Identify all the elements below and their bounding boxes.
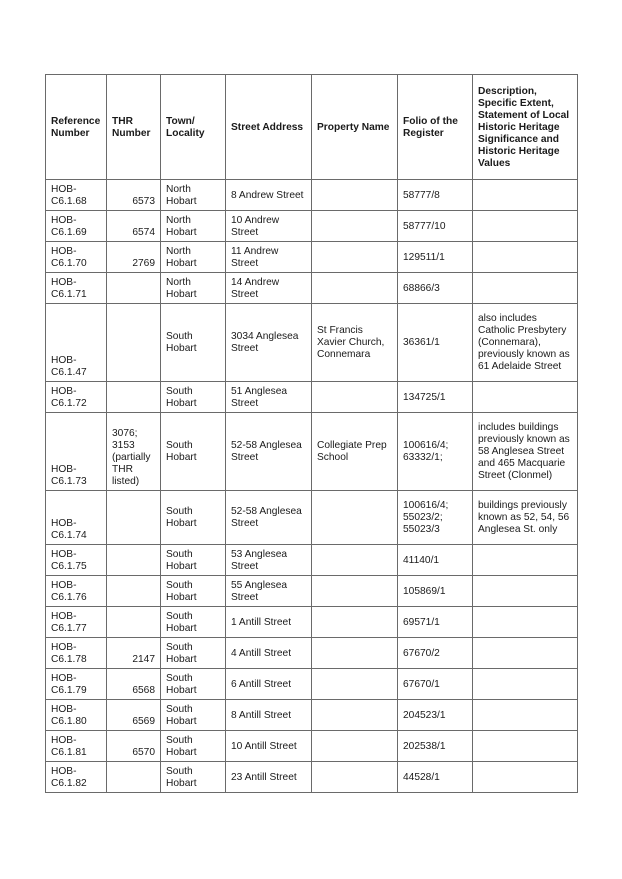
reference-number-cell: HOB-C6.1.69 <box>46 211 107 242</box>
thr-number-cell: 6573 <box>107 180 161 211</box>
town-locality-cell: North Hobart <box>161 273 226 304</box>
header-row <box>46 75 578 180</box>
town-locality-cell: South Hobart <box>161 669 226 700</box>
thr-number-cell <box>107 491 161 545</box>
property-name-cell: Collegiate Prep School <box>312 413 398 491</box>
description-cell <box>473 273 578 304</box>
description-cell <box>473 211 578 242</box>
street-address-cell: 11 Andrew Street <box>226 242 312 273</box>
reference-number-cell: HOB-C6.1.81 <box>46 731 107 762</box>
reference-number-cell: HOB-C6.1.77 <box>46 607 107 638</box>
property-name-cell <box>312 211 398 242</box>
property-name-cell <box>312 576 398 607</box>
description-cell <box>473 731 578 762</box>
folio-cell: 41140/1 <box>398 545 473 576</box>
property-name-cell <box>312 180 398 211</box>
property-name-cell <box>312 731 398 762</box>
description-cell: buildings previously known as 52, 54, 56 Anglesea St. only <box>473 491 578 545</box>
description-cell <box>473 700 578 731</box>
reference-number-cell: HOB-C6.1.80 <box>46 700 107 731</box>
header-reference-number: Reference Number <box>46 75 107 180</box>
thr-number-cell <box>107 273 161 304</box>
folio-cell: 69571/1 <box>398 607 473 638</box>
property-name-cell <box>312 273 398 304</box>
description-cell: also includes Catholic Presbytery (Connemara), previously known as 61 Adelaide Street <box>473 304 578 382</box>
property-name-cell <box>312 700 398 731</box>
folio-cell: 202538/1 <box>398 731 473 762</box>
description-cell: includes buildings previously known as 58 Anglesea Street and 465 Macquarie Street (Clonmel) <box>473 413 578 491</box>
property-name-cell <box>312 545 398 576</box>
register-body <box>46 180 578 793</box>
street-address-cell: 8 Antill Street <box>226 700 312 731</box>
folio-cell: 36361/1 <box>398 304 473 382</box>
town-locality-cell: South Hobart <box>161 491 226 545</box>
description-cell <box>473 180 578 211</box>
property-name-cell <box>312 382 398 413</box>
thr-number-cell: 3076; 3153 (partially THR listed) <box>107 413 161 491</box>
thr-number-cell <box>107 382 161 413</box>
thr-number-cell <box>107 576 161 607</box>
table-row <box>46 242 578 273</box>
folio-cell: 129511/1 <box>398 242 473 273</box>
thr-number-cell <box>107 762 161 793</box>
description-cell <box>473 382 578 413</box>
street-address-cell: 10 Antill Street <box>226 731 312 762</box>
header-property-name: Property Name <box>312 75 398 180</box>
thr-number-cell: 2769 <box>107 242 161 273</box>
table-row <box>46 382 578 413</box>
header-folio: Folio of the Register <box>398 75 473 180</box>
description-cell <box>473 762 578 793</box>
reference-number-cell: HOB-C6.1.71 <box>46 273 107 304</box>
table-row <box>46 273 578 304</box>
street-address-cell: 51 Anglesea Street <box>226 382 312 413</box>
property-name-cell: St Francis Xavier Church, Connemara <box>312 304 398 382</box>
table-row <box>46 669 578 700</box>
street-address-cell: 10 Andrew Street <box>226 211 312 242</box>
folio-cell: 58777/10 <box>398 211 473 242</box>
table-row <box>46 731 578 762</box>
reference-number-cell: HOB-C6.1.73 <box>46 413 107 491</box>
header-street-address: Street Address <box>226 75 312 180</box>
town-locality-cell: North Hobart <box>161 242 226 273</box>
description-cell <box>473 545 578 576</box>
street-address-cell: 52-58 Anglesea Street <box>226 413 312 491</box>
table-row <box>46 700 578 731</box>
folio-cell: 105869/1 <box>398 576 473 607</box>
table-row <box>46 211 578 242</box>
thr-number-cell <box>107 607 161 638</box>
street-address-cell: 8 Andrew Street <box>226 180 312 211</box>
reference-number-cell: HOB-C6.1.68 <box>46 180 107 211</box>
property-name-cell <box>312 638 398 669</box>
property-name-cell <box>312 607 398 638</box>
reference-number-cell: HOB-C6.1.79 <box>46 669 107 700</box>
table-row <box>46 304 578 382</box>
header-description: Description, Specific Extent, Statement of Local Historic Heritage Significance and Historic Heritage Values <box>473 75 578 180</box>
table-row <box>46 638 578 669</box>
reference-number-cell: HOB-C6.1.82 <box>46 762 107 793</box>
reference-number-cell: HOB-C6.1.78 <box>46 638 107 669</box>
folio-cell: 67670/1 <box>398 669 473 700</box>
street-address-cell: 53 Anglesea Street <box>226 545 312 576</box>
table-row <box>46 545 578 576</box>
description-cell <box>473 669 578 700</box>
town-locality-cell: South Hobart <box>161 762 226 793</box>
town-locality-cell: North Hobart <box>161 180 226 211</box>
table-row <box>46 607 578 638</box>
street-address-cell: 23 Antill Street <box>226 762 312 793</box>
street-address-cell: 55 Anglesea Street <box>226 576 312 607</box>
thr-number-cell: 6568 <box>107 669 161 700</box>
property-name-cell <box>312 762 398 793</box>
town-locality-cell: South Hobart <box>161 304 226 382</box>
folio-cell: 100616/4; 63332/1; <box>398 413 473 491</box>
street-address-cell: 14 Andrew Street <box>226 273 312 304</box>
property-name-cell <box>312 669 398 700</box>
thr-number-cell <box>107 304 161 382</box>
folio-cell: 58777/8 <box>398 180 473 211</box>
street-address-cell: 6 Antill Street <box>226 669 312 700</box>
town-locality-cell: South Hobart <box>161 545 226 576</box>
thr-number-cell: 6570 <box>107 731 161 762</box>
thr-number-cell: 6569 <box>107 700 161 731</box>
reference-number-cell: HOB-C6.1.47 <box>46 304 107 382</box>
description-cell <box>473 638 578 669</box>
description-cell <box>473 242 578 273</box>
heritage-register-table <box>45 74 578 793</box>
folio-cell: 68866/3 <box>398 273 473 304</box>
reference-number-cell: HOB-C6.1.72 <box>46 382 107 413</box>
town-locality-cell: North Hobart <box>161 211 226 242</box>
thr-number-cell <box>107 545 161 576</box>
folio-cell: 44528/1 <box>398 762 473 793</box>
town-locality-cell: South Hobart <box>161 700 226 731</box>
description-cell <box>473 607 578 638</box>
description-cell <box>473 576 578 607</box>
property-name-cell <box>312 491 398 545</box>
thr-number-cell: 2147 <box>107 638 161 669</box>
street-address-cell: 3034 Anglesea Street <box>226 304 312 382</box>
town-locality-cell: South Hobart <box>161 413 226 491</box>
folio-cell: 100616/4; 55023/2; 55023/3 <box>398 491 473 545</box>
town-locality-cell: South Hobart <box>161 576 226 607</box>
town-locality-cell: South Hobart <box>161 731 226 762</box>
folio-cell: 204523/1 <box>398 700 473 731</box>
reference-number-cell: HOB-C6.1.70 <box>46 242 107 273</box>
reference-number-cell: HOB-C6.1.76 <box>46 576 107 607</box>
table-row <box>46 576 578 607</box>
property-name-cell <box>312 242 398 273</box>
street-address-cell: 4 Antill Street <box>226 638 312 669</box>
table-row <box>46 491 578 545</box>
thr-number-cell: 6574 <box>107 211 161 242</box>
table-row <box>46 180 578 211</box>
table-row <box>46 413 578 491</box>
reference-number-cell: HOB-C6.1.75 <box>46 545 107 576</box>
town-locality-cell: South Hobart <box>161 638 226 669</box>
header-thr-number: THR Number <box>107 75 161 180</box>
town-locality-cell: South Hobart <box>161 382 226 413</box>
folio-cell: 134725/1 <box>398 382 473 413</box>
header-town-locality: Town/ Locality <box>161 75 226 180</box>
table-row <box>46 762 578 793</box>
town-locality-cell: South Hobart <box>161 607 226 638</box>
folio-cell: 67670/2 <box>398 638 473 669</box>
street-address-cell: 1 Antill Street <box>226 607 312 638</box>
street-address-cell: 52-58 Anglesea Street <box>226 491 312 545</box>
reference-number-cell: HOB-C6.1.74 <box>46 491 107 545</box>
